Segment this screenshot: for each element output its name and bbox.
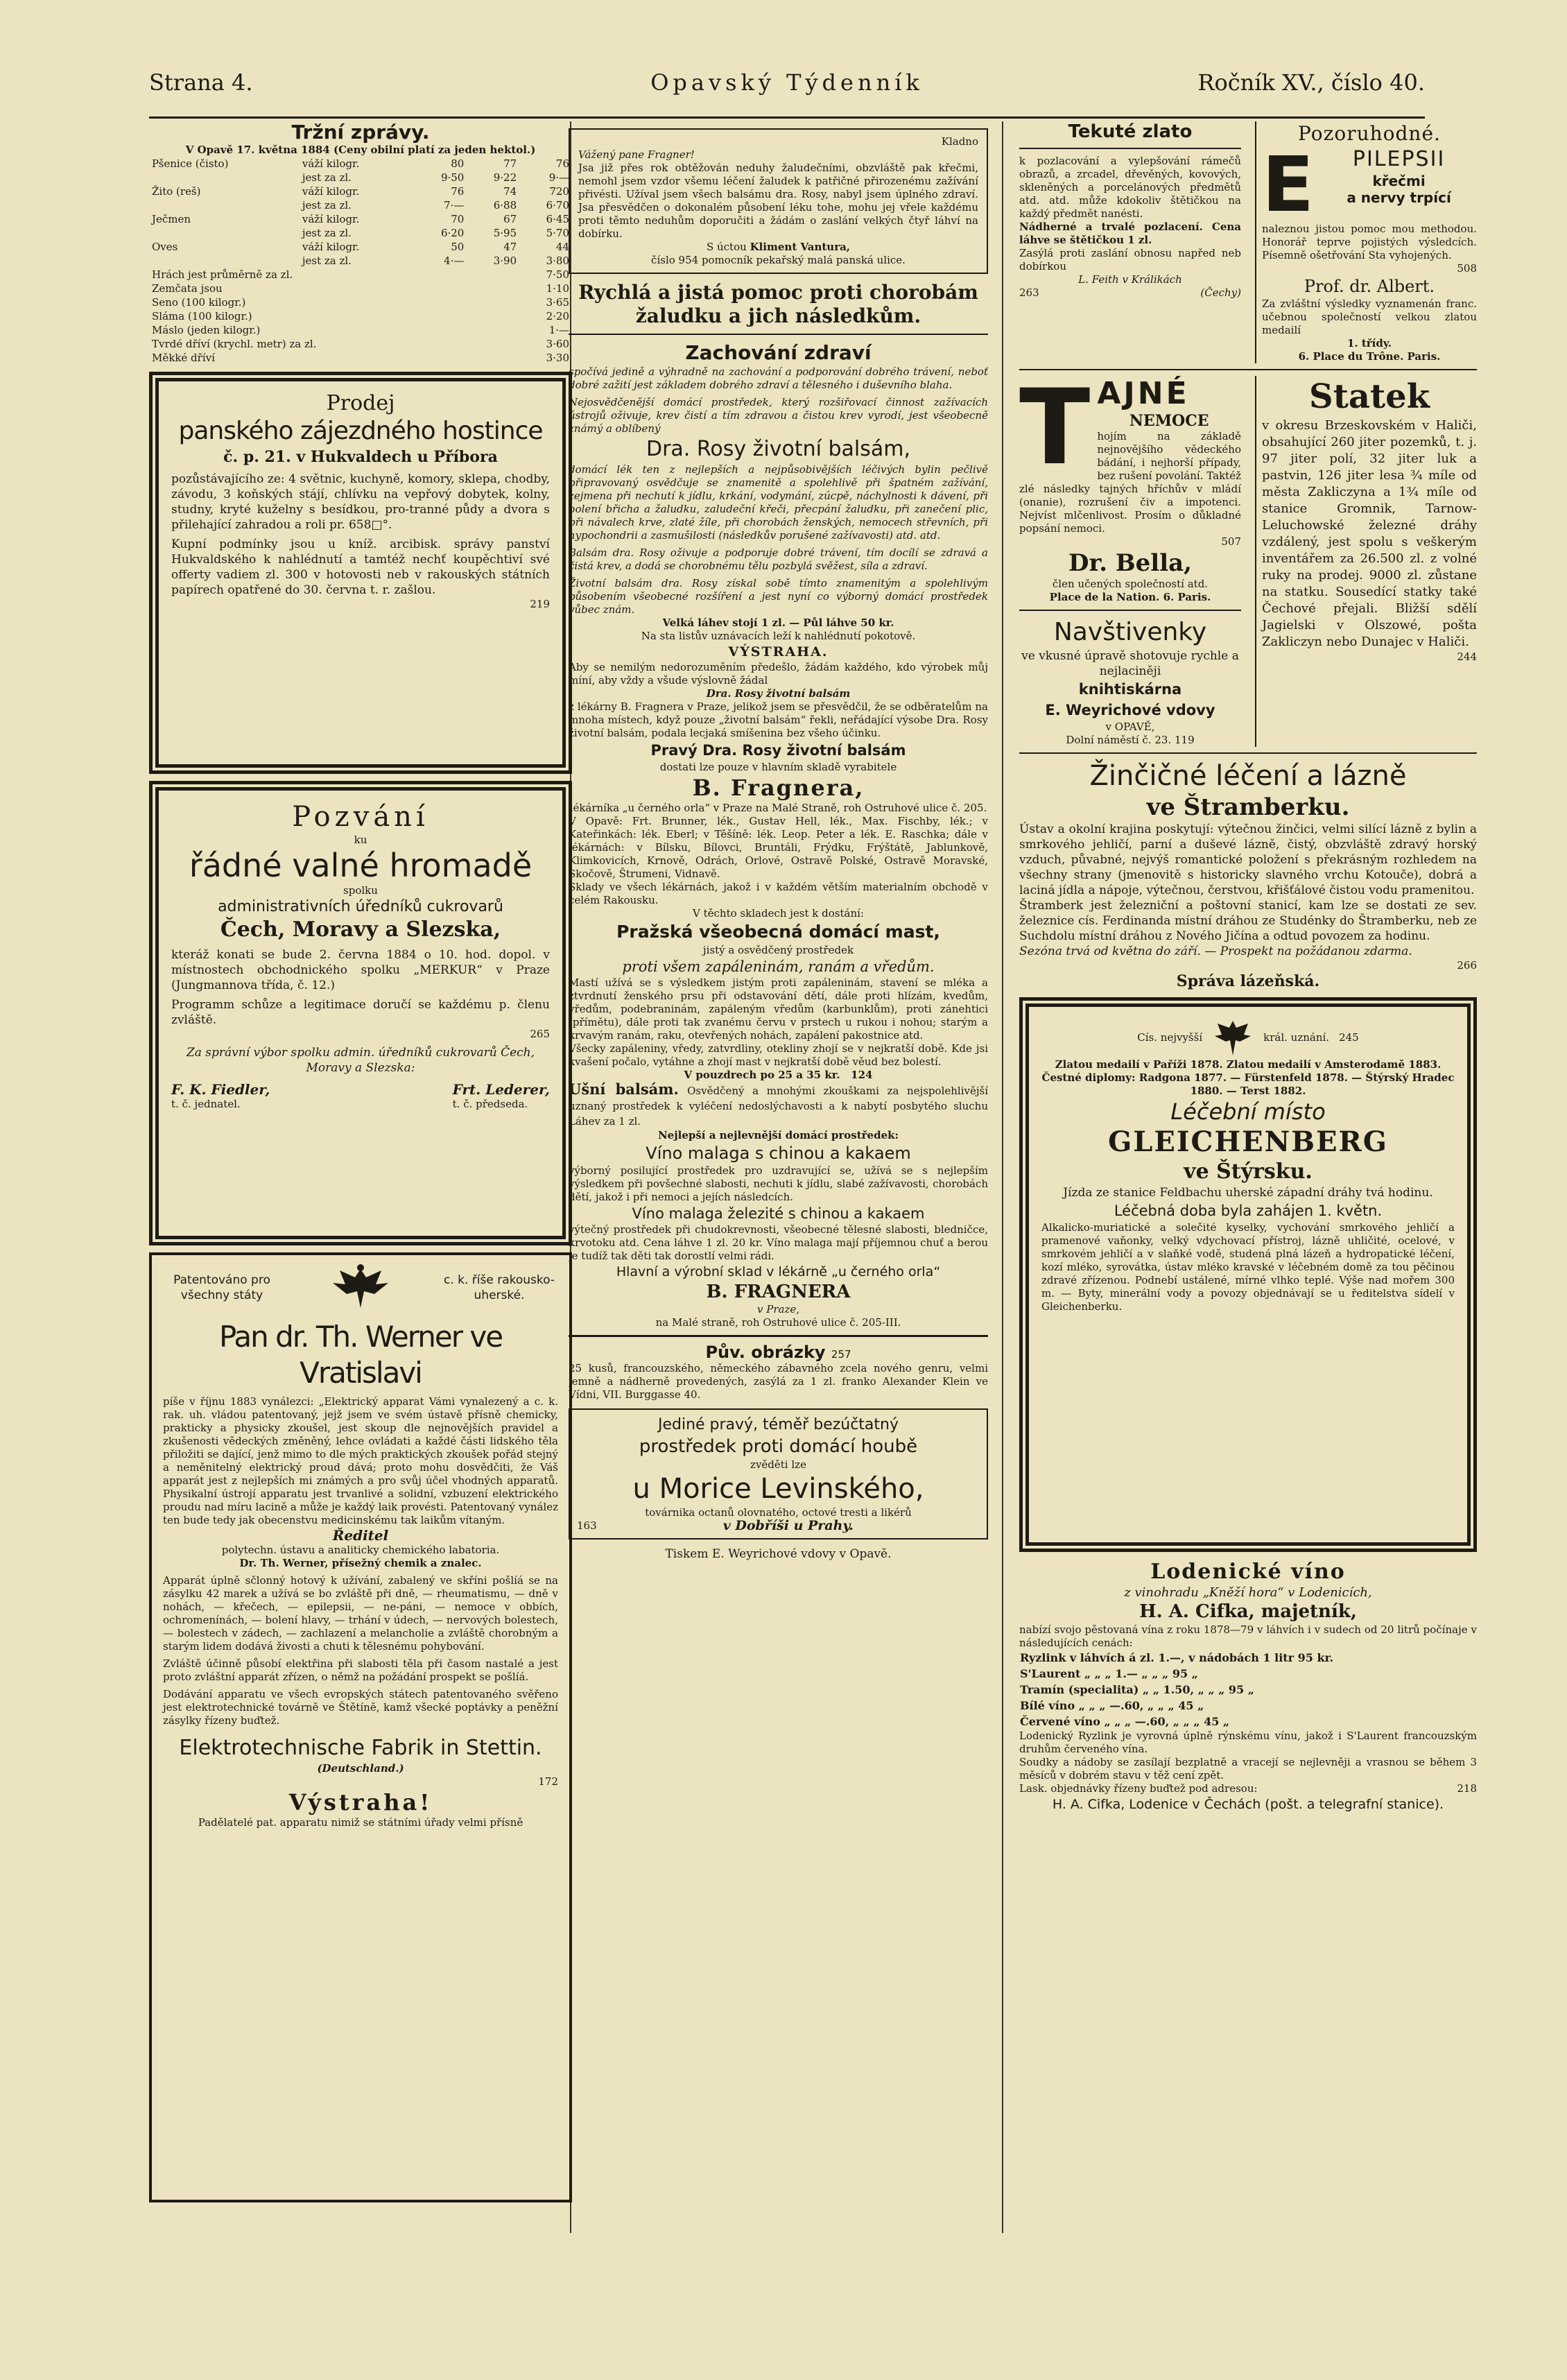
health-body2: Nejosvědčenější domácí prostředek, který rozšiřovací činnost zažívacích ústrojů oživuje, krev čistí a tím zdravou a čistou krev vyrodí, jest všeobecně známý a oblíbený: [569, 396, 988, 435]
epilepsy-number: 508: [1457, 262, 1477, 275]
market-row: [149, 171, 572, 184]
epilepsy-title: Pozoruhodné.: [1298, 122, 1441, 145]
market-cell: jest za zl.: [302, 227, 352, 239]
market-cell: 70: [451, 213, 465, 225]
wine-body: Lodenický Ryzlink je vyrovná úplně rýnskému vínu, jakož i S'Laurent francouzským druhům červeného vína.: [1019, 1730, 1477, 1755]
column-left: [149, 121, 572, 2233]
invite-spolku: spolku: [343, 884, 378, 897]
spa-title2: ve Štramberku.: [1146, 793, 1350, 821]
market-row: [149, 254, 572, 268]
cards-number: 119: [1175, 734, 1195, 746]
sale-terms: Kupní podmínky jsou u kníž. arcibisk. správy panství Hukvaldského k nahlédnutí a tamtéž nechť koupěchtiví své offerty vadiem zl. 300 v hotovosti neb v rakouských státních papírech opatřené do 30. června t. r. zašlou.: [171, 537, 550, 597]
levinsky-name: u Morice Levinského,: [632, 1473, 924, 1505]
lodenice-wine-ad: [1019, 1559, 1477, 1813]
market-cell: 1·10: [546, 282, 569, 295]
wine-title: Lodenické víno: [1150, 1560, 1346, 1584]
market-title: Tržní zprávy.: [291, 121, 430, 144]
health-body: spočívá jedině a výhradně na zachování a podporování dobrého trávení, neboť dobré zažití jest základem dobrého zdraví a tělesného i duševního blaha.: [569, 365, 988, 391]
spa-body: Ústav a okolní krajina poskytují: výtečnou žinčici, velmi silící lázně z bylin a smrkového jehličí, parní a duševé lázně, čistý, obzvláště zdravý horský vzduch, půvabné, nejvýš romantické položení s překrásným rozhledem na všechny strany (jmenovitě s historicky slavného vrchu Kotouče), dobrá a laciná jídla a nápoje, výtečnou, čerstvou, křišťálové čistou vodu pramenitou.: [1019, 822, 1477, 897]
werner-body2: Apparát úplně sčlonný hotový k užívání, zabalený ve skříni pošlíá se na zásylku 42 marek a užívá se bo zvláště při dně, — rheumatismu, — dně v nohách, — křečech, — epilepsii, — ne-páni, — nemoce v obbích, ochromenínách, — bolení hlavy, — trhání v údech, — nervových bolestech, — bolestech v zádech, — zachlazení a melancholie a zvláště chorobným a starým lidem dodává živosti a chuti k tělesnému pohybování.: [163, 1574, 558, 1653]
gilding-place: (Čechy): [1200, 286, 1241, 299]
market-row: [149, 337, 572, 351]
cards-title: Navštivenky: [1053, 618, 1207, 646]
werner-ad: [149, 1252, 572, 2202]
letter-place: Kladno: [941, 135, 978, 148]
market-cell: 6·70: [546, 199, 569, 212]
wine-body2: Soudky a nádoby se zasílají bezplatně a vracejí se nejlevněji a vrasnou se během 3 měsíců v dobrém stavu v těž cení zpět.: [1019, 1756, 1477, 1782]
pictures-body: 25 kusů, francouzského, německého zábavného zcela nového genru, velmi jemně a nádherně provedených, zasýlá za 1 zl. franko Alexander Klein ve Vídni, VII. Burggasse 40.: [569, 1362, 988, 1401]
secret-diseases-ad: [1019, 376, 1241, 604]
market-cell: 9·—: [548, 171, 569, 184]
secret-body: hojím na základě nejnovějšího vědeckého bádání, i nejhorší případy, bez rušení povolání. Taktéž zlé následky tajných hříchův v mládí (onanie), rozrušení čiv a impotenci. Nejvíst mlčenlivost. Prosím o důkladné popsání nemoci.: [1019, 430, 1241, 535]
prof-name: Prof. dr. Albert.: [1304, 277, 1435, 296]
market-row: [149, 295, 572, 309]
wine-row: [1019, 1698, 1477, 1714]
bella-name: Dr. Bella,: [1068, 549, 1193, 577]
market-cell: 3·65: [546, 296, 569, 309]
wine-number: 218: [1457, 1782, 1477, 1795]
market-cell: jest za zl.: [302, 199, 352, 212]
signature-chairman: Frt. Lederer,: [452, 1081, 550, 1098]
invite-assoc: administrativních úředníků cukrovarů: [218, 898, 503, 915]
column-right: [1019, 121, 1477, 2233]
market-row: [149, 351, 572, 365]
werner-name: Pan dr. Th. Werner ve Vratislavi: [218, 1320, 503, 1390]
rosa-depots: V těchto skladech jest k dostání:: [693, 907, 864, 920]
wine-cell: S'Laurent „ „ „ 1.— „ „ „ 95 „: [1020, 1667, 1198, 1680]
market-cell: 44: [555, 241, 569, 253]
letter-salutation: Vážený pane Fragner!: [578, 148, 695, 161]
secret-dropcap: T: [1019, 376, 1091, 488]
gleichenberg-ride: Jízda ze stanice Feldbachu uherské západní dráhy tvá hodinu.: [1063, 1186, 1433, 1200]
prof-award: Za zvláštní výsledky vyznamenán franc. učebnou společností velkou zlatou medailí: [1262, 298, 1477, 336]
market-cell: 720: [549, 185, 569, 198]
ointment-sub2: proti všem zapáleninám, ranám a vředům.: [622, 958, 935, 975]
signature-secretary: F. K. Fiedler,: [171, 1081, 270, 1098]
levinsky-body: továrnika octanů olovnatého, octové tresti a likérů: [645, 1506, 912, 1519]
rosa-warning: Aby se nemilým nedorozuměním předešlo, žádám každého, kdo výrobek můj míní, aby vždy a všude výslovně žádal: [569, 661, 988, 687]
page-number: Strana 4.: [149, 69, 253, 96]
pictures-number: 257: [831, 1348, 851, 1361]
newspaper-title: Opavský Týdenník: [650, 69, 924, 96]
market-cell: 9·50: [440, 171, 465, 184]
wine-price-table: [1019, 1650, 1477, 1730]
market-cell: [149, 198, 300, 212]
werner-warning-text: Padělatelé pat. apparatu nimiž se státními úřady velmi přísně: [198, 1816, 523, 1829]
market-row: [149, 240, 572, 254]
patent-right: c. k. říše rakousko-uherské.: [443, 1273, 555, 1302]
iron-malaga-body: výtečný prostředek při chudokrevnosti, všeobecné tělesné slabosti, bledničce, krvotoku atd. Cena láhve 1 zl. 20 kr. Víno malaga mají příjemnou chuť a berou je tudíž tak děti tak dorostlí velmi rádi.: [569, 1223, 988, 1262]
market-table: [149, 157, 572, 268]
ointment-number: 124: [851, 1069, 873, 1081]
spa-number: 266: [1457, 959, 1477, 972]
printer-line: Tiskem E. Weyrichové vdovy v Opavě.: [665, 1547, 892, 1561]
gleichenberg-name: GLEICHENBERG: [1108, 1126, 1388, 1158]
column-middle: [569, 121, 988, 2233]
letter-sig-lead: S úctou: [706, 241, 747, 253]
market-row: [149, 184, 572, 198]
meeting-invitation-ad: [149, 781, 572, 1245]
estate-title: Statek: [1309, 377, 1430, 416]
market-cell: váží kilogr.: [302, 241, 360, 253]
market-cell: 6·45: [546, 213, 569, 225]
rosa-body3: Životní balsám dra. Rosy získal sobě tímto znamenitým a spolehlivým působením všeobecné rozšíření a jest nyní co výborný domácí prostředek vůbec znám.: [569, 577, 988, 616]
gleichenberg-region: ve Štýrsku.: [1184, 1159, 1313, 1184]
secret-disease: NEMOCE: [1129, 412, 1209, 430]
rosa-genuine2: dostati lze pouze v hlavním skladě vyrabitele: [659, 761, 897, 773]
sale-title: Prodej: [326, 391, 395, 415]
rosa-maker-address: lékárníka „u černého orla“ v Praze na Malé Straně, roh Ostruhové ulice č. 205.: [569, 802, 987, 814]
market-row: [149, 282, 572, 295]
market-cell: Tvrdé dříví (krychl. metr) za zl.: [152, 338, 317, 350]
rosa-maker: B. Fragnera,: [692, 775, 865, 801]
health-title: Zachování zdraví: [685, 341, 872, 364]
rosa-price2: Na sta listův uznávacích leží k nahlédnutí pokotově.: [641, 630, 916, 642]
wine-owner: H. A. Cifka, majetník,: [1139, 1601, 1357, 1622]
ear-balsam-title: Ušní balsám.: [569, 1080, 679, 1098]
sale-body: pozůstávajícího ze: 4 světnic, kuchyně, komory, sklepa, chodby, závodu, 3 koňských stájí, chlívku na vepřový dobytek, kolny, studny, kryté kuželny s besídkou, pro-tranné půdy a dvora s přilehající zahradou a roli pr. 658□°.: [171, 472, 550, 532]
market-cell: 50: [451, 241, 465, 253]
werner-director: Ředitel: [332, 1527, 389, 1544]
market-cell: 74: [503, 185, 517, 198]
market-report: [149, 121, 572, 365]
right-top-row: [1019, 121, 1477, 363]
market-row: [149, 198, 572, 212]
ointment-sub: jistý a osvědčený prostředek: [702, 944, 854, 956]
rosa-headline: Rychlá a jistá pomoc proti chorobám žaludku a jich následkům.: [578, 281, 978, 327]
testimonial-letter: [569, 128, 988, 274]
spa-title: Žinčičné léčení a lázně: [1089, 760, 1407, 792]
secret-number: 507: [1221, 535, 1241, 548]
invite-lands: Čech, Moravy a Slezska,: [220, 917, 501, 942]
fragner-address: na Malé straně, roh Ostruhové ulice č. 205-III.: [655, 1316, 901, 1329]
wine-cell: Ryzlink v láhvích á zl. 1.—, v nádobách 1 litr 95 kr.: [1020, 1651, 1334, 1664]
market-row: [149, 157, 572, 171]
market-cell: váží kilogr.: [302, 185, 360, 198]
header-rule: [149, 117, 1425, 119]
spa-body2: Štramberk jest železniční a poštovní stanicí, kam lze se dostati ze sev. železnice cís. Ferdinanda místní dráhou ze Studénky do Štramberku, neb ze Suchdolu místní dráhou z Nového Jičína a odtud povozem za hodinu.: [1019, 899, 1477, 943]
sale-number: 219: [530, 598, 550, 610]
levinsky-line3: zvěděti lze: [750, 1458, 806, 1471]
cards-address: Dolní náměstí č. 23.: [1066, 734, 1172, 746]
letter-signer-role: číslo 954 pomocník pekařský malá panská ulice.: [651, 254, 906, 266]
estate-body: v okresu Brzeskovském v Haliči, obsahující 260 jiter pozemků, t. j. 97 jiter polí, 32 jiter luk a pastvin, 126 jiter lesa ¾ míle od města Zakliczyna a 1¾ míle od stanice Gromnik, Tarnow-Leluchowské železné dráhy vzdálený, jest spolu s veškerým inventářem za 26.500 zl. z volné ruky na prodej. 9000 zl. zůstane na statku. Sousedící statky také Čechové přejali. Bližší sdělí Jagielski v Olszowé, pošta Zakliczyn nebo Dunajec v Haliči.: [1262, 418, 1477, 649]
market-row: [149, 226, 572, 240]
pictures-title: Pův. obrázky: [705, 1343, 826, 1362]
gilding-body: k pozlacování a vylepšování rámečů obrazů, a zrcadel, dřevěných, kovových, skleněných a porcelánových předmětů atd. atd. může kdokoliv štětičkou na každý předmět nanésti.: [1019, 155, 1241, 220]
rosa-body2: Balsám dra. Rosy oživuje a podporuje dobré trávení, tím docílí se zdravá a čistá krev, a dodá se chorobnému tělu pozbylá svěžest, síla a zdraví.: [569, 546, 988, 572]
cards-owner: E. Weyrichové vdovy: [1045, 702, 1215, 718]
market-cell: 3·90: [493, 255, 517, 267]
market-cell: [149, 226, 300, 240]
market-cell: váží kilogr.: [302, 213, 360, 225]
wine-row: [1019, 1666, 1477, 1682]
market-cell: Zemčata jsou: [152, 282, 223, 295]
market-cell: jest za zl.: [302, 255, 352, 267]
market-cell: Seno (100 kilogr.): [152, 296, 246, 309]
award-number: 245: [1339, 1031, 1359, 1044]
estate-ad: [1255, 376, 1477, 747]
market-table-other: [149, 268, 572, 365]
cards-body: ve vkusné úpravě shotovuje rychle a nejlaciněji: [1021, 649, 1239, 678]
bella-member: člen učených společností atd.: [1052, 578, 1209, 590]
sale-name: panského zájezdného hostince: [178, 417, 543, 445]
market-cell: 7·50: [546, 268, 569, 281]
prof-address: 6. Place du Trône. Paris.: [1298, 350, 1441, 363]
rosa-warning-product: Dra. Rosy životní balsám: [706, 687, 851, 700]
epilepsy-word: PILEPSII: [1352, 147, 1446, 171]
rosa-body: domácí lék ten z nejlepších a nejpůsobivějších léčivých bylin pečlivě připravovaný osvědčuje se znamenitě a spolehlivě při špatném zažívání, zejmena při nechutí k jídlu, krkání, vodymání, zúcpě, náchylnosti k dávení, při bolení břicha a žaludku, zaludeční křeči, přecpání žaludku, při zanečení plic, při návalech krve, zlaté žíle, při chorobách ženských, nemocech střevních, při hypochondrii a zasmušilosti (následkův porušené zažívavosti) atd. atd.: [569, 463, 988, 542]
invite-programme: Programm schůze a legitimace doručí se každému p. členu zvláště.: [171, 998, 550, 1027]
signature-secretary-role: t. č. jednatel.: [171, 1098, 241, 1110]
visiting-cards-ad: [1019, 616, 1241, 747]
market-cell: [149, 171, 300, 184]
market-cell: 4·—: [444, 255, 465, 267]
levinsky-line2: prostředek proti domácí houbě: [639, 1436, 918, 1457]
werner-doctor: Dr. Th. Werner, přísežný chemik a znalec.: [239, 1557, 482, 1569]
imperial-eagle-icon: [1212, 1017, 1254, 1058]
wine-row: [1019, 1714, 1477, 1730]
main-depot: Hlavní a výrobní sklad v lékárně „u černého orla“: [616, 1264, 941, 1279]
market-cell: 5·95: [493, 227, 517, 239]
epilepsy-dropcap: E: [1262, 146, 1315, 223]
market-cell: 5·70: [546, 227, 569, 239]
invite-body: kteráž konati se bude 2. června 1884 o 10. hod. dopol. v místnostech obchodnického spolku „MERKUR“ v Praze (Jungmannova třída, č. 12.): [171, 948, 550, 992]
market-cell: 9·22: [493, 171, 517, 184]
gilding-maker: L. Feith v Králikách: [1078, 273, 1182, 286]
market-cell: Měkké dříví: [152, 352, 215, 364]
ear-strong: Nejlepší a nejlevnější domácí prostředek:: [657, 1129, 899, 1141]
market-cell: Sláma (100 kilogr.): [152, 310, 252, 322]
market-row: [149, 323, 572, 337]
levinsky-line1: Jediné pravý, téměř bezúčtatný: [657, 1416, 899, 1433]
market-cell: váží kilogr.: [302, 157, 360, 170]
letter-signature: [578, 241, 978, 254]
epilepsy-sub: křečmi: [1372, 173, 1426, 189]
werner-warning: Výstraha!: [288, 1789, 433, 1816]
market-cell: 47: [503, 241, 517, 253]
werner-body3: Zvláště účinně působí elektřina při slabosti těla při časom nastalé a jest proto zvláštní apparát zřízen, o němž na požádání prospekt se pošlíá.: [163, 1657, 558, 1683]
double-eagle-icon: [319, 1264, 402, 1312]
secret-word: AJNÉ: [1097, 376, 1190, 411]
gilding-ad: [1019, 121, 1241, 363]
fragner-name: B. FRAGNERA: [706, 1282, 851, 1302]
werner-number: 172: [538, 1775, 558, 1788]
epilepsy-body: naleznou jistou pomoc mou methodou. Honorář teprve pojistých výsledcích. Písemně ošetřování Sta vyhojených.: [1262, 223, 1477, 261]
market-cell: Pšenice (čisto): [152, 157, 229, 170]
gleichenberg-season: Léčebná doba byla zahájen 1. květn.: [1114, 1202, 1383, 1219]
right-middle-row: [1019, 376, 1477, 747]
market-cell: 77: [503, 157, 517, 170]
rosa-genuine: Pravý Dra. Rosy životní balsám: [650, 742, 906, 759]
market-cell: 2·20: [546, 310, 569, 322]
rosa-product: Dra. Rosy životní balsám,: [646, 437, 911, 461]
market-cell: 76: [451, 185, 465, 198]
rosa-warning2: z lékárny B. Fragnera v Praze, jelikož jsem se přesvědčil, že se odběratelům na mnoha místech, když pouze „životní balsám“ řekli, neřádající výsobe Dra. Rosy životní balsám, podala lecjaká smíšenina bez všeho účinku.: [569, 700, 988, 739]
market-cell: 7·—: [444, 199, 465, 212]
market-cell: jest za zl.: [302, 171, 352, 184]
letter-signer: Kliment Vantura,: [750, 241, 851, 253]
market-cell: 3·80: [546, 255, 569, 267]
ointment-price-value: V pouzdrech po 25 a 35 kr.: [684, 1069, 840, 1081]
patent-header: [163, 1264, 558, 1312]
epilepsy-ad: [1255, 121, 1477, 363]
werner-factory: Elektrotechnische Fabrik in Stettin.: [179, 1736, 542, 1760]
ear-balsam-body: Osvědčený a mnohými zkouškami za nejspolehlivější uznaný prostředek k vyléčení nedoslýchavosti a k nabytí posbytého sluchu Láhev za 1 zl.: [569, 1085, 988, 1128]
market-cell: 1·—: [548, 324, 569, 336]
wine-row: [1019, 1682, 1477, 1698]
market-cell: Oves: [152, 241, 178, 253]
patent-left: Patentováno pro všechny státy: [173, 1273, 270, 1302]
estate-number: 244: [1457, 650, 1477, 663]
pictures-ad: [569, 1343, 988, 1402]
issue-number: Ročník XV., číslo 40.: [1197, 69, 1425, 96]
gleichenberg-ad: [1019, 997, 1477, 1552]
invite-committee: Za správní výbor spolku admin. úředníků cukrovarů Čech, Moravy a Slezska:: [186, 1046, 535, 1075]
wine-intro: nabízí svojo pěstovaná vína z roku 1878—79 v láhvích i v sudech od 20 litrů počínaje v následujících cenách:: [1019, 1623, 1477, 1649]
werner-letter: píše v říjnu 1883 vynálezci: „Elektrický apparat Vámi vynalezený a c. k. rak. uh. vládou patentovaný, jejž jsem ve svém ústavě přísně chemicky, prakticky a physicky zkoušel, jest skoup dle nejnovějších pravidel a zkušenosti vědeckých změněný, lehce ovládati a každé části lidského těla přiložiti se dající, jenž mimo to dle mých praktických zkoušek pořád stejný a neměnitelný elektrický proud dává; proto mohu dosvědčiti, že Váš apparát jest z nejlepších mi známých a pro svůj účel vhodných apparatů. Physikalní ústrojí apparatu jest trvanlivé a solidní, vzbuzení elektrického proudu nad míru lacině a může je každý laik provésti. Patentovaný vynález ten bude tedy jak obecenstvu medicinskému tak laikům vítaným.: [163, 1395, 558, 1526]
ointment-body: Mastí užívá se s výsledkem jistým proti zapáleninám, stavení se mléka a ztvrdnutí ženského prsu při odstavování dětí, dále proti hlízám, kvedům, vředům, podebraninám, zapáleným vředům (karbunklům), proti zánehtici (přímětu), dále proti tak zvanému červu v prstech u rukou i nohou; starým a krvavým ranám, raku, otevřených nohách, zapálení pakostnice atd.: [569, 976, 988, 1042]
fragner-city: v Praze,: [757, 1303, 799, 1316]
wine-cell: Červené víno „ „ „ —.60, „ „ „ 45 „: [1020, 1715, 1230, 1728]
gilding-price: Nádherné a trvalé pozlacení. Cena láhve se štětičkou 1 zl.: [1019, 221, 1241, 246]
gilding-number: 263: [1019, 286, 1039, 299]
werner-country: (Deutschland.): [317, 1762, 404, 1775]
invite-ku: ku: [354, 834, 367, 846]
wine-vineyard: z vinohradu „Kněží hora“ v Lodenicích,: [1124, 1585, 1372, 1600]
market-cell: [149, 254, 300, 268]
gleichenberg-spa: Léčební místo: [1170, 1098, 1326, 1125]
strambek-spa-ad: [1019, 759, 1477, 990]
award-cis: Cís. nejvyšší: [1137, 1031, 1203, 1044]
letter-body: Jsa již přes rok obtěžován neduhy žaludečními, obzvláště pak křečmi, nemohl jsem vzdor všemu léčení žaludek k patřičné přirozenému zažívání přivésti. Užíval jsem všech balsámu dra. Rosy, nabyl jsem úplného zdraví. Jsa přesvědčen o dokonalém působení léku tohe, mohu jej vřele každému proti těmto neduhům doporučiti a žádám o zaslání velkých čtyř láhví na dobírku.: [578, 162, 978, 240]
sale-address: č. p. 21. v Hukvaldech u Příbora: [223, 448, 498, 466]
market-cell: Žito (reš): [152, 185, 201, 198]
gleichenberg-body: Alkalicko-muriatické a solečité kyselky, vychování smrkového jehličí a pramenové vaňonky, velký vdychovací přístroj, lázně uhličité, ocelové, v smrkovém jehličí a v slaňké vodě, studená plná lázeň a hydropatické léčení, kozí mléko, syrovátka, ústav mléko kravské v léčebném domě za tou pěčinou zdravé zřízenou. Podnebí ustálené, mírné vlhko teplé. Výše nad mořem 300 m. — Byty, minerální vody a povozy objednávají se u ředitelstva sídelí v Gleichenberku.: [1041, 1221, 1455, 1313]
market-cell: 80: [451, 157, 465, 170]
rosa-warning-title: VÝSTRAHA.: [728, 644, 829, 659]
wine-cell: Tramín (specialita) „ „ 1.50, „ „ „ 95 „: [1020, 1683, 1254, 1696]
rosa-opava: V Opavě: Frt. Brunner, lék., Gustav Hell, lék., Max. Fischby, lék.; v Kateřinkách: lék. Eberl; v Těšíně: lék. Leop. Peter a lék. E. Raschka; dále v lékárnách: v Bílsku, Bílovci, Bruntáli, Frýdku, Frýštátě, Jablunkově, Klimkovicích, Krnově, Odrách, Orlové, Ostravě Polské, Ostravě Moravské, Skočově, Štrumeni, Vidnavě.: [569, 815, 988, 880]
cards-shop: knihtiskárna: [1078, 681, 1182, 698]
levinsky-ad: [569, 1408, 988, 1540]
rosa-opava2: Sklady ve všech lékárnách, jakož i v každém větším materialním obchodě v celém Rakousku.: [569, 881, 988, 906]
market-cell: 6·20: [440, 227, 465, 239]
market-row: [149, 268, 572, 282]
levinsky-city: v Dobříši u Prahy.: [722, 1518, 854, 1533]
left-subcolumn: [1019, 376, 1241, 747]
market-row: [149, 212, 572, 226]
bella-address: Place de la Nation. 6. Paris.: [1049, 591, 1211, 603]
malaga-body: výborný posilující prostředek pro uzdravující se, užívá se s nejlepším výsledkem při povšechné slabosti, nechuti k jídlu, slabé zažívavosti, chorobách dětí, jakož i při nemoci a jejích následcích.: [569, 1164, 988, 1203]
iron-malaga-title: Víno malaga železité s chinou a kakaem: [632, 1205, 925, 1222]
spa-admin: Správa lázeňská.: [1176, 972, 1320, 990]
market-cell: 6·88: [493, 199, 517, 212]
malaga-title: Víno malaga s chinou a kakaem: [646, 1144, 911, 1163]
market-cell: 3·30: [546, 352, 569, 364]
cards-city: v OPAVĚ,: [1105, 721, 1155, 733]
werner-body4: Dodávání apparatu ve všech evropských státech patentovaného svěřeno jest elektrotechnické továrně ve Štětíně, kamž všecké poptávky a peněžní zásylky řízeny buďtež.: [163, 1688, 558, 1727]
spa-season: Sezóna trvá od května do září. — Prospekt na požádanou zdarma.: [1019, 945, 1412, 958]
gilding-title: Tekuté zlato: [1068, 121, 1193, 142]
inn-sale-ad: [149, 372, 572, 774]
wine-address: H. A. Cifka, Lodenice v Čechách (pošt. a telegrafní stanice).: [1052, 1797, 1444, 1812]
levinsky-number: 163: [577, 1519, 597, 1532]
page-header: [149, 69, 1425, 111]
imperial-award: [1041, 1017, 1455, 1058]
signature-chairman-role: t. č. předseda.: [452, 1098, 528, 1110]
werner-institute: polytechn. ústavu a analiticky chemického labatoria.: [221, 1544, 500, 1556]
prof-class: 1. třídy.: [1347, 337, 1392, 350]
market-cell: Máslo (jeden kilogr.): [152, 324, 261, 336]
market-cell: 3·60: [546, 338, 569, 350]
wine-cell: Bílé víno „ „ „ —.60, „ „ „ 45 „: [1020, 1699, 1204, 1712]
epilepsy-sub2: a nervy trpící: [1347, 189, 1451, 206]
market-cell: Ječmen: [152, 213, 191, 225]
invite-signatures: [171, 1081, 550, 1111]
award-kral: král. uznání.: [1263, 1031, 1330, 1044]
market-cell: Hrách jest průměrně za zl.: [152, 268, 293, 281]
gleichenberg-awards: Zlatou medailí v Paříži 1878. Zlatou medailí v Amsterodamě 1883. Čestné diplomy: Radgona 1877. — Fürstenfeld 1878. — Štýrský Hradec 1880. — Terst 1882.: [1041, 1058, 1455, 1097]
wine-row: [1019, 1650, 1477, 1666]
wine-contact: Lask. objednávky řízeny buďtež pod adresou:: [1019, 1782, 1258, 1795]
gilding-order: Zasýlá proti zaslání obnosu napřed neb dobírkou: [1019, 247, 1241, 273]
ointment-body2: Všecky zapáleniny, vředy, zatvrdliny, otekliny zhojí se v nejkratší době. Kde jsi kvašení počalo, vytáhne a zhojí mast v nejkratší době věud bez bolestí.: [569, 1042, 988, 1068]
invite-title: Pozvání: [292, 801, 429, 833]
market-cell: 76: [555, 157, 569, 170]
market-cell: 67: [503, 213, 517, 225]
invite-name: řádné valné hromadě: [189, 847, 533, 884]
market-subtitle: V Opavě 17. května 1884 (Ceny obilní platí za jeden hektol.): [185, 144, 536, 156]
column-divider: [1002, 121, 1003, 2233]
invite-number: 265: [530, 1028, 550, 1040]
rosa-price: Velká láhev stojí 1 zl. — Půl láhve 50 kr.: [662, 616, 894, 629]
market-row: [149, 309, 572, 323]
ointment-title: Pražská všeobecná domácí mast,: [616, 922, 940, 942]
